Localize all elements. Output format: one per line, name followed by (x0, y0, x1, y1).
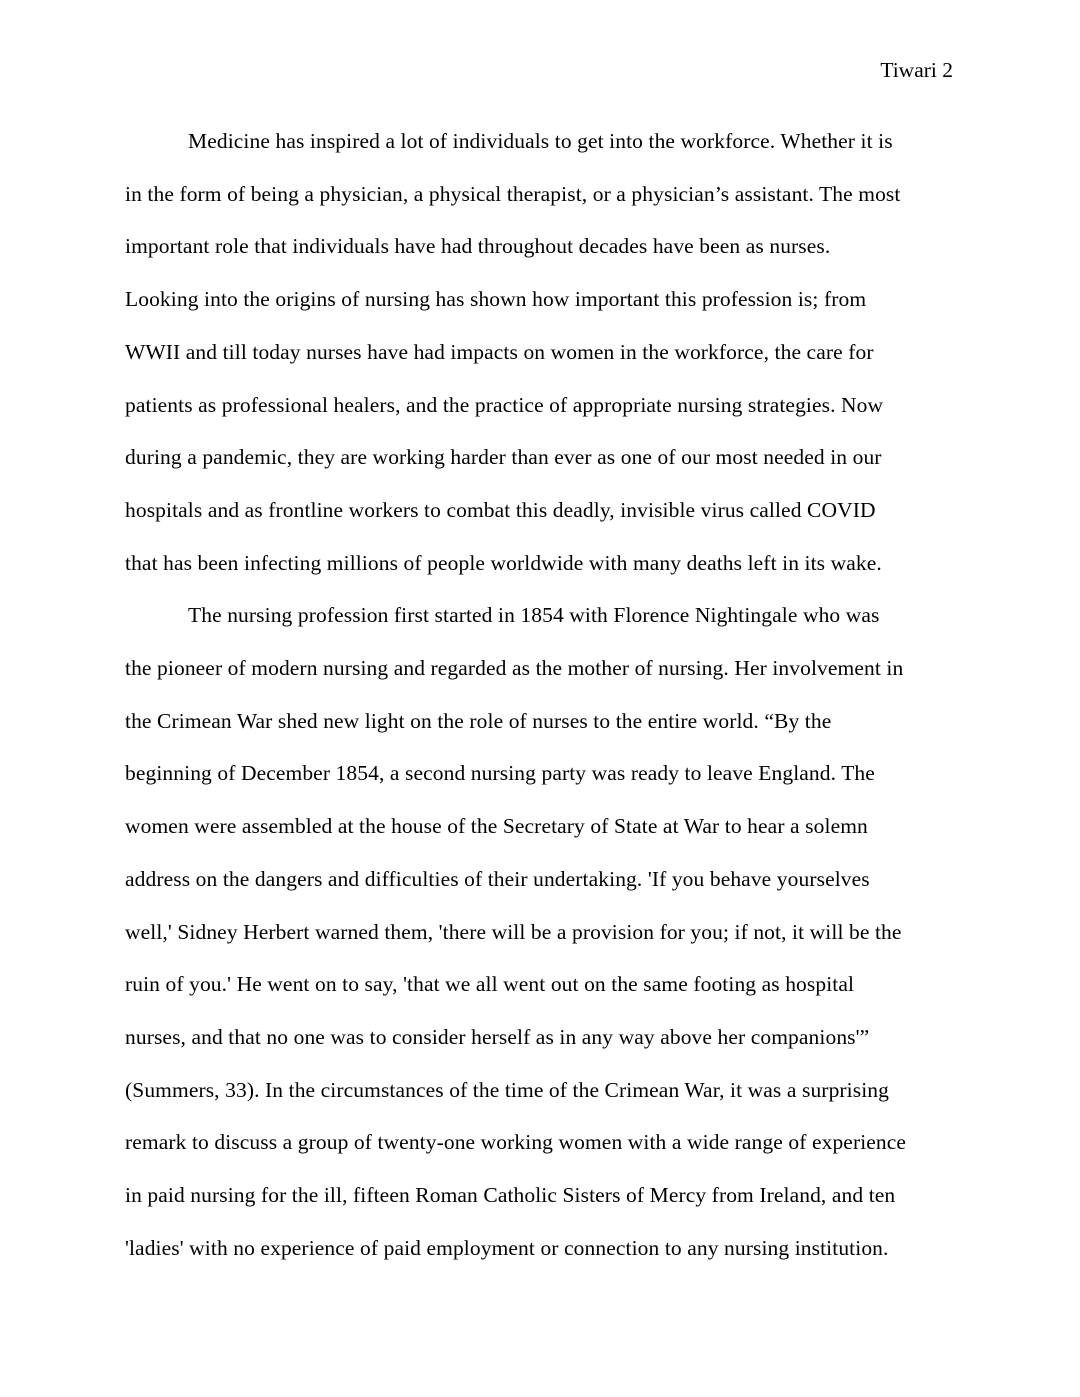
essay-body (125, 115, 953, 1274)
text-line: remark to discuss a group of twenty-one working women with a wide range of experience (125, 1130, 907, 1155)
text-line: during a pandemic, they are working harder than ever as one of our most needed in our (125, 445, 882, 470)
page-header-number: Tiwari 2 (880, 58, 953, 82)
text-line: in the form of being a physician, a physical therapist, or a physician’s assistant. The most (125, 181, 901, 206)
text-line: hospitals and as frontline workers to combat this deadly, invisible virus called COVID (125, 497, 876, 522)
paragraph (125, 589, 953, 1274)
text-line: address on the dangers and difficulties of their undertaking. 'If you behave yourselves (125, 866, 870, 891)
text-line: in paid nursing for the ill, fifteen Roman Catholic Sisters of Mercy from Ireland, and ten (125, 1183, 896, 1208)
text-line: ruin of you.' He went on to say, 'that we all went out on the same footing as hospital (125, 972, 855, 997)
text-line: nurses, and that no one was to consider herself as in any way above her companions'” (125, 1024, 870, 1049)
text-line: Medicine has inspired a lot of individuals to get into the workforce. Whether it is (188, 129, 893, 153)
text-line: The nursing profession first started in 1854 with Florence Nightingale who was (188, 603, 880, 628)
text-line: patients as professional healers, and the practice of appropriate nursing strategies. Now (125, 392, 884, 417)
text-line: WWII and till today nurses have had impacts on women in the workforce, the care for (125, 339, 874, 364)
text-line: beginning of December 1854, a second nursing party was ready to leave England. The (125, 761, 875, 786)
paragraph (125, 115, 953, 589)
text-line: well,' Sidney Herbert warned them, 'there will be a provision for you; if not, it will be the (125, 919, 902, 944)
text-line: 'ladies' with no experience of paid employment or connection to any nursing institution. (125, 1235, 889, 1260)
text-line: the Crimean War shed new light on the role of nurses to the entire world. “By the (125, 708, 832, 733)
text-line: that has been infecting millions of people worldwide with many deaths left in its wake. (125, 550, 882, 575)
text-line: (Summers, 33). In the circumstances of the time of the Crimean War, it was a surprising (125, 1077, 889, 1102)
text-line: the pioneer of modern nursing and regarded as the mother of nursing. Her involvement in (125, 656, 904, 681)
text-line: women were assembled at the house of the Secretary of State at War to hear a solemn (125, 814, 868, 839)
text-line: Looking into the origins of nursing has shown how important this profession is; from (125, 287, 867, 312)
text-line: important role that individuals have had throughout decades have been as nurses. (125, 234, 831, 259)
